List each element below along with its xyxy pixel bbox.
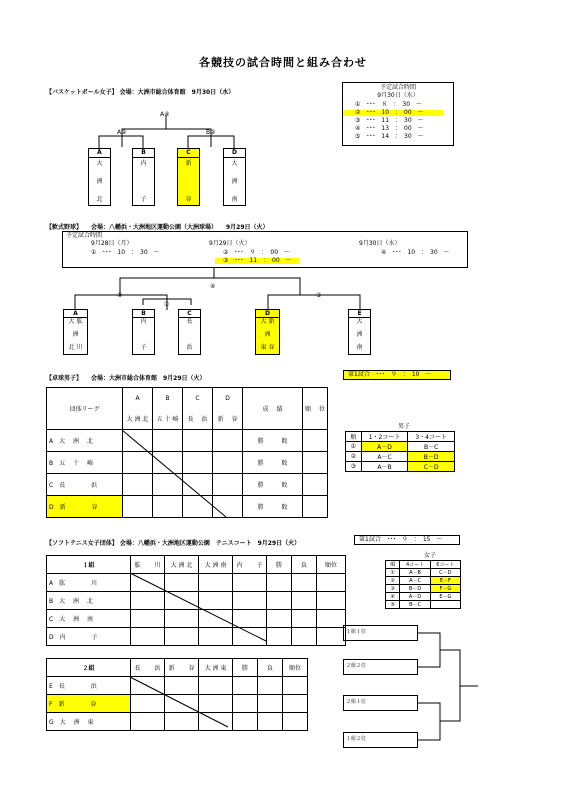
tt-rank-label: 順 位 [303,388,328,430]
bb-slot-4: ④ ･･･ 13 ： 00 ～ [355,125,424,132]
tabletennis-first-match: 第1試合 ･･･ ９ ： 10 ～ [343,370,451,380]
bb-team-d: D 大 洲 南 [223,148,246,206]
baseball-schedule-title: 予定試合時間 [66,232,103,239]
tt-col-b: B [153,388,183,409]
bb-schedule-box [342,82,454,146]
baseball-mid-right-label: ③ [316,292,322,299]
tt-order-table: 順 1・2コート 3・4コート ① A－D B－C ② A－C B－D ③ A－B C－D [345,431,455,472]
bb-schedule-date: 9月30日（水） [377,92,419,99]
table-row: D 内 子 [47,628,346,646]
tt-colname-d: 新 谷 [213,409,243,430]
baseball-day2: 9月29日（火） [209,240,251,247]
st-order-title: 女子 [424,552,437,559]
bb-slot-1: ① ･･･ ８ ： 30 ～ [355,101,423,108]
bb-team-a: A 大 洲 北 [88,148,111,206]
baseball-team-e: E 大 洲 南 [348,309,371,355]
table-row: C 大 洲 南 [47,610,346,628]
baseball-schedule-box [62,231,468,268]
softtennis-header: 【ソフトテニス女子団体】 会場：八幡浜・大洲地区運動公園 テニスコート 9月29日（火） [46,540,301,547]
bb-team-c: C 新 谷 [177,148,200,206]
st-bracket-slot-2: ２組２位 [343,659,418,675]
st-bracket-slot-4: １組２位 [343,732,418,748]
baseball-final-label: ④ [210,283,216,290]
tt-colname-b: 五 十 崎 [153,409,183,430]
baseball-header: 【軟式野球】 会場：八幡浜・大洲地区運動公園（大洲球場） 9月29日（火） [46,224,269,231]
table-row: F 新 谷 [47,695,308,713]
baseball-team-b: B 内 子 [132,309,155,355]
basketball-header: 【バスケットボール女子】 会場：大洲市総合体育館 9月30日（水） [46,89,235,96]
bb-schedule-title: 予定試合時間 [379,84,416,91]
bb-slot-2: ② ･･･ 10 ： 00 ～ [343,110,443,116]
bb-team-b: B 内 子 [132,148,155,206]
baseball-day1-slot: ① ･･･ 10 ： 30 ～ [91,249,160,256]
baseball-day3-slot: ④ ･･･ 10 ： 30 ～ [381,249,450,256]
bb-right-semi-label: B② [206,129,216,136]
tabletennis-header: 【卓球男子】 会場：大洲市総合体育館 9月29日（火） [46,375,206,382]
baseball-day3: 9月30日（水） [359,240,401,247]
table-row: G 大 洲 東 [47,713,308,731]
baseball-team-c: C 長 浜 [178,309,201,355]
st-group2-table: ２組 長 浜 新 谷 大 洲 東 勝 負 順位 E 長 浜 F 新 谷 G 大 洲 東 [46,658,308,731]
st-group1-table: １組 肱 川 大 洲 北 大 洲 南 内 子 勝 負 順位 A 肱 川 B 大 洲 北 C 大 洲 南 D 内 子 [46,555,346,646]
table-row: B 大 洲 北 [47,592,346,610]
bb-slot-5: ⑤ ･･･ 14 ： 30 ～ [355,133,424,140]
baseball-day2-slot2: ③ ･･･ 11 ： 00 ～ [215,258,300,264]
tt-col-d: D [213,388,243,409]
table-row: D 新 谷 勝 敗 [47,496,328,518]
tt-colname-a: 大 洲 北 [123,409,153,430]
table-row: E 長 浜 [47,677,308,695]
baseball-day2-slot1: ② ･･･ ９ ： 00 ～ [223,249,291,256]
table-row: C 長 浜 勝 敗 [47,474,328,496]
page-title: 各競技の試合時間と組み合わせ [199,56,367,69]
tt-result-label: 成 績 [243,388,303,430]
baseball-team-d: D 大 新 洲 東 谷 [255,309,280,355]
tt-col-a: A [123,388,153,409]
tt-league-label: 団体リーグ [47,388,123,430]
st-bracket-slot-1: １組１位 [343,625,418,641]
table-row: B 五 十 崎 勝 敗 [47,452,328,474]
baseball-mid-left-label: ② [117,292,123,299]
softtennis-first-match: 第1試合 ･･･ ９ ： 15 ～ [354,535,460,545]
tt-colname-c: 長 浜 [183,409,213,430]
table-row: A 大 洲 北 勝 敗 [47,430,328,452]
tabletennis-league-table [46,387,328,518]
tt-order-title: 男子 [398,423,411,430]
baseball-day1: 9月28日（月） [91,240,133,247]
st-order-table: 順 4コート 6コート ① A－B C－D ② A－C E－F ③ B－D F－G ④ A－D E－G ⑤ B－C [385,560,461,609]
tt-col-c: C [183,388,213,409]
table-row: A 肱 川 [47,574,346,592]
bb-final-label: A④ [160,111,170,118]
baseball-mid-bc-label: ① [164,301,170,308]
st-bracket-slot-3: ２組１位 [343,695,418,711]
baseball-team-a: A 大 肱 洲 北 川 [63,309,88,355]
bb-slot-3: ③ ･･･ 11 ： 30 ～ [355,117,424,124]
bb-left-semi-label: A② [117,129,127,136]
